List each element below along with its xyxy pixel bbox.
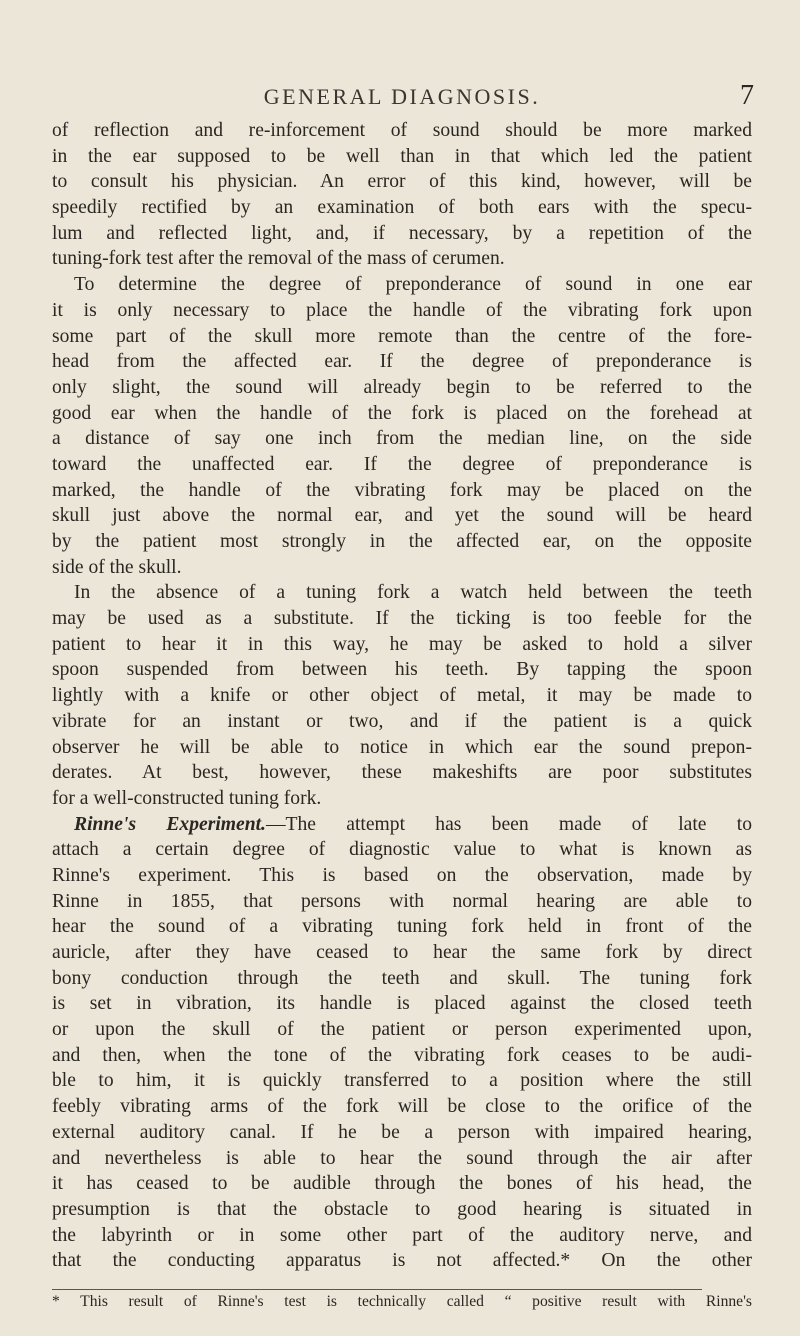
text-line: In the absence of a tuning fork a watch held between the teeth bbox=[74, 582, 752, 604]
text-line: spoon suspended from between his teeth. By tapping the spoon bbox=[52, 659, 752, 681]
text-line: lum and reflected light, and, if necessary, by a repetition of the bbox=[52, 222, 752, 244]
text-line: hear the sound of a vibrating tuning fork held in front of the bbox=[52, 916, 752, 938]
footnote: * This result of Rinne's test is technically called “ positive result with Rinne's bbox=[52, 1293, 752, 1310]
text-line: the labyrinth or in some other part of the auditory nerve, and bbox=[52, 1224, 752, 1246]
text-line: a distance of say one inch from the median line, on the side bbox=[52, 428, 752, 450]
text-line: or upon the skull of the patient or person experimented upon, bbox=[52, 1019, 752, 1041]
text-line: that the conducting apparatus is not affected.* On the other bbox=[52, 1250, 752, 1272]
running-header bbox=[50, 80, 754, 118]
text-line: marked, the handle of the vibrating fork may be placed on the bbox=[52, 479, 752, 501]
section-heading: Rinne's Experiment. bbox=[74, 813, 266, 835]
text-span: The attempt has been made of late to bbox=[285, 813, 752, 835]
text-line: toward the unaffected ear. If the degree of preponderance is bbox=[52, 453, 752, 475]
text-line: to consult his physician. An error of this kind, however, will be bbox=[52, 171, 752, 193]
text-line: it is only necessary to place the handle of the vibrating fork upon bbox=[52, 299, 752, 321]
text-line: tuning-fork test after the removal of the mass of cerumen. bbox=[52, 248, 505, 270]
text-line: for a well-constructed tuning fork. bbox=[52, 787, 322, 809]
text-line: speedily rectified by an examination of both ears with the specu- bbox=[52, 197, 752, 219]
text-line: good ear when the handle of the fork is placed on the forehead at bbox=[52, 402, 752, 424]
running-title: GENERAL DIAGNOSIS. bbox=[263, 84, 541, 109]
text-line: derates. At best, however, these makeshifts are poor substitutes bbox=[52, 762, 752, 784]
text-line: side of the skull. bbox=[52, 556, 182, 578]
text-line: it has ceased to be audible through the bones of his head, the bbox=[52, 1173, 752, 1195]
text-line: To determine the degree of preponderance of sound in one ear bbox=[74, 274, 752, 296]
text-line: is set in vibration, its handle is placed against the closed teeth bbox=[52, 993, 752, 1015]
text-line: ble to him, it is quickly transferred to a position where the still bbox=[52, 1070, 752, 1092]
text-line: Rinne's experiment. This is based on the observation, made by bbox=[52, 864, 752, 886]
text-line: Rinne in 1855, that persons with normal hearing are able to bbox=[52, 890, 752, 912]
footnote-rule bbox=[52, 1289, 702, 1290]
text-line: head from the affected ear. If the degree of preponderance is bbox=[52, 351, 752, 373]
text-line: attach a certain degree of diagnostic value to what is known as bbox=[52, 839, 752, 861]
text-line: skull just above the normal ear, and yet the sound will be heard bbox=[52, 505, 752, 527]
text-line: and then, when the tone of the vibrating fork ceases to be audi- bbox=[52, 1044, 752, 1066]
text-line: external auditory canal. If he be a person with impaired hearing, bbox=[52, 1121, 752, 1143]
text-line: observer he will be able to notice in which ear the sound prepon- bbox=[52, 736, 752, 758]
text-line: only slight, the sound will already begin to be referred to the bbox=[52, 376, 752, 398]
text-line: patient to hear it in this way, he may be asked to hold a silver bbox=[52, 633, 752, 655]
text-line: presumption is that the obstacle to good hearing is situated in bbox=[52, 1198, 752, 1220]
text-line: and nevertheless is able to hear the sound through the air after bbox=[52, 1147, 752, 1169]
text-line: by the patient most strongly in the affected ear, on the opposite bbox=[52, 531, 752, 552]
text-line: feebly vibrating arms of the fork will be close to the orifice of the bbox=[52, 1096, 752, 1118]
text-line: lightly with a knife or other object of metal, it may be made to bbox=[52, 685, 752, 707]
text-line: may be used as a substitute. If the ticking is too feeble for the bbox=[52, 608, 752, 630]
text-line: auricle, after they have ceased to hear the same fork by direct bbox=[52, 942, 752, 963]
text-line: vibrate for an instant or two, and if the patient is a quick bbox=[52, 710, 752, 732]
page-number: 7 bbox=[740, 80, 754, 111]
text-line: some part of the skull more remote than the centre of the fore- bbox=[52, 325, 752, 347]
text-line: Rinne's Experiment.—The attempt has been made of late to bbox=[74, 813, 752, 835]
text-line: of reflection and re-inforcement of sound should be more marked bbox=[52, 120, 752, 141]
text-line: in the ear supposed to be well than in that which led the patient bbox=[52, 145, 752, 167]
body-text bbox=[52, 118, 752, 1274]
text-line: bony conduction through the teeth and skull. The tuning fork bbox=[52, 967, 752, 989]
